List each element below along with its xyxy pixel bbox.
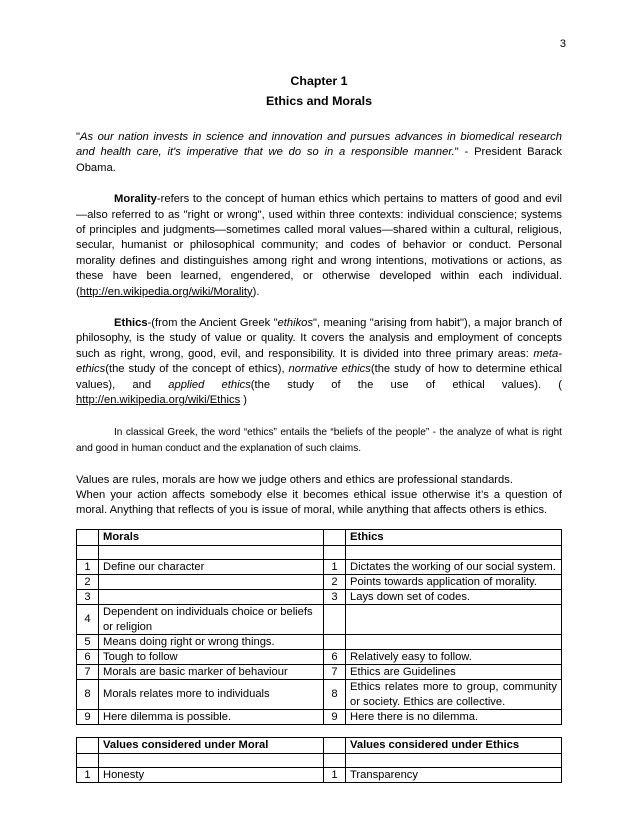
table-row bbox=[77, 665, 562, 680]
moral-cell: Define our character bbox=[99, 559, 324, 574]
ethics-cell: Transparency bbox=[346, 767, 562, 782]
page-number: 3 bbox=[559, 38, 566, 50]
row-number-right: 9 bbox=[324, 709, 346, 724]
row-number-right: 2 bbox=[324, 574, 346, 589]
applied-ethics-term: applied ethics bbox=[168, 378, 251, 391]
table-row bbox=[77, 649, 562, 664]
document-body bbox=[76, 74, 562, 783]
moral-cell: Here dilemma is possible. bbox=[99, 709, 324, 724]
meta-ethics-term: meta-ethics bbox=[76, 347, 562, 376]
ethics-cell: Ethics relates more to group, community or society. Ethics are collective. bbox=[346, 680, 562, 709]
moral-cell: Tough to follow bbox=[99, 649, 324, 664]
row-number-left: 1 bbox=[77, 767, 99, 782]
row-number-left: 5 bbox=[77, 634, 99, 649]
row-number-left: 2 bbox=[77, 574, 99, 589]
morals-ethics-table bbox=[76, 529, 562, 725]
page-title: Ethics and Morals bbox=[265, 94, 373, 108]
row-number-left: 1 bbox=[77, 559, 99, 574]
ethics-end: ) bbox=[240, 394, 248, 407]
ethics-values-header: Values considered under Ethics bbox=[346, 737, 562, 753]
quote-text: As our nation invests in science and innovation and pursues advances in biomedical research and health care, it's imperative that we do so in a responsible manner. bbox=[76, 131, 562, 159]
row-number-right: 6 bbox=[324, 649, 346, 664]
morality-paragraph bbox=[76, 192, 562, 300]
row-number-right: 8 bbox=[324, 680, 346, 709]
table-header-row bbox=[77, 529, 562, 545]
row-number-right bbox=[324, 605, 346, 634]
ethics-cell: Dictates the working of our social system. bbox=[346, 559, 562, 574]
ethics-cell bbox=[346, 634, 562, 649]
ethics-cell: Relatively easy to follow. bbox=[346, 649, 562, 664]
quote-open: " bbox=[76, 131, 80, 143]
table-row bbox=[77, 767, 562, 782]
row-number-right: 1 bbox=[324, 559, 346, 574]
table-spacer-row bbox=[77, 753, 562, 767]
table-row bbox=[77, 574, 562, 589]
table-header-row bbox=[77, 737, 562, 753]
table-row bbox=[77, 709, 562, 724]
moral-cell: Morals relates more to individuals bbox=[99, 680, 324, 709]
ethics-text-3: (the study of the concept of ethics), bbox=[105, 363, 289, 376]
quote-attribution: " - President Barack Obama. bbox=[76, 146, 562, 174]
moral-cell: Means doing right or wrong things. bbox=[99, 634, 324, 649]
ethics-text-2: ", meaning "arising from habit"), a major branch of philosophy, is the study of value or quality. It covers the analysis and employment of concepts such as right, wrong, good, evil, and responsibility. It is divided into three primary areas: bbox=[76, 317, 562, 360]
table-row bbox=[77, 559, 562, 574]
morality-text: -refers to the concept of human ethics which pertains to matters of good and evil—also referred to as "right or wrong", used within three contexts: individual conscience; systems of principles and judgments—sometimes called moral values—shared within a cultural, religious, secular, humanist or philosophical community; and codes of behavior or conduct. Personal morality defines and distinguishes among right and wrong intentions, motivations or actions, as these have been learned, engendered, or otherwise developed within each individual. ( bbox=[76, 193, 562, 298]
row-number-right: 1 bbox=[324, 767, 346, 782]
row-number-left: 7 bbox=[77, 665, 99, 680]
row-number-left: 8 bbox=[77, 680, 99, 709]
ethics-text-4: (the study of how to determine ethical values), and bbox=[76, 363, 562, 391]
ethics-greek-word: ethikos bbox=[277, 317, 313, 330]
ethics-header: Ethics bbox=[346, 529, 562, 545]
ethics-cell bbox=[346, 605, 562, 634]
ethics-cell: Lays down set of codes. bbox=[346, 590, 562, 605]
moral-cell: Morals are basic marker of behaviour bbox=[99, 665, 324, 680]
morality-end: ). bbox=[252, 285, 260, 298]
moral-cell bbox=[99, 574, 324, 589]
table-row bbox=[77, 634, 562, 649]
table-row bbox=[77, 590, 562, 605]
morals-header: Morals bbox=[99, 529, 324, 545]
ethics-term: Ethics bbox=[114, 317, 148, 330]
normative-ethics-term: normative ethics bbox=[288, 363, 371, 376]
row-number-left: 4 bbox=[77, 605, 99, 634]
values-table bbox=[76, 737, 562, 783]
row-number-right bbox=[324, 634, 346, 649]
table-row bbox=[77, 680, 562, 709]
values-line: Values are rules, morals are how we judge others and ethics are professional standards. bbox=[76, 473, 513, 486]
row-number-right: 3 bbox=[324, 590, 346, 605]
classical-greek-paragraph: In classical Greek, the word “ethics” entails the “beliefs of the people” - the analyze of what is right and good in human conduct and the explanation of such claims. bbox=[76, 426, 562, 454]
ethics-cell: Here there is no dilemma. bbox=[346, 709, 562, 724]
when-line: When your action affects somebody else it becomes ethical issue otherwise it’s a question of moral. Anything that reflects of you is issue of moral, while anything that affects others is ethics. bbox=[76, 488, 562, 517]
table-row bbox=[77, 605, 562, 634]
ethics-text-5: (the study of the use of ethical values). ( bbox=[250, 378, 562, 391]
table-spacer-row bbox=[77, 545, 562, 559]
row-number-right: 7 bbox=[324, 665, 346, 680]
chapter-heading: Chapter 1 bbox=[290, 74, 348, 88]
row-number-left: 6 bbox=[77, 649, 99, 664]
moral-cell: Honesty bbox=[99, 767, 324, 782]
row-number-left: 9 bbox=[77, 709, 99, 724]
morality-link[interactable]: http://en.wikipedia.org/wiki/Morality bbox=[79, 285, 253, 298]
ethics-cell: Points towards application of morality. bbox=[346, 574, 562, 589]
morality-term: Morality bbox=[114, 193, 157, 206]
ethics-text-1: -(from the Ancient Greek " bbox=[147, 317, 278, 330]
moral-cell: Dependent on individuals choice or beliefs or religion bbox=[99, 605, 324, 634]
moral-cell bbox=[99, 590, 324, 605]
obama-quote bbox=[76, 130, 562, 176]
moral-values-header: Values considered under Moral bbox=[99, 737, 324, 753]
ethics-paragraph bbox=[76, 316, 562, 408]
ethics-link[interactable]: http://en.wikipedia.org/wiki/Ethics bbox=[76, 394, 241, 407]
ethics-cell: Ethics are Guidelines bbox=[346, 665, 562, 680]
row-number-left: 3 bbox=[77, 590, 99, 605]
